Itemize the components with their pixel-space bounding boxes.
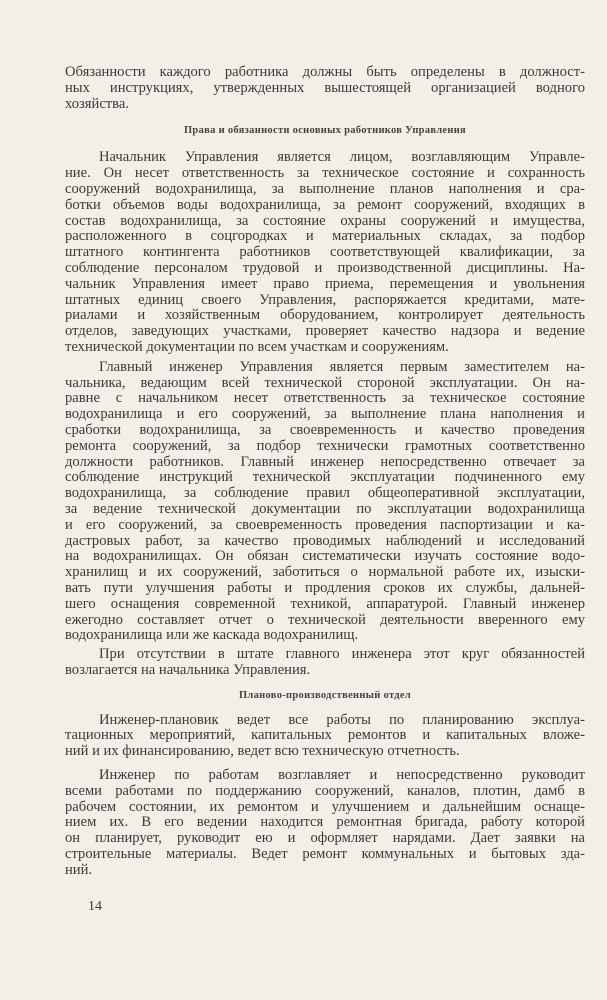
- text-line: штатных единиц своего Управления, распоряжается кредитами, мате-: [65, 291, 585, 308]
- paragraph-duties-intro: [65, 65, 585, 112]
- text-line: сооружений водохранилища, за выполнение планов наполнения и сра-: [65, 180, 585, 197]
- text-line: за ведение технической документации по эксплуатации водохранилища: [65, 500, 585, 517]
- text-line: возлагается на начальника Управления.: [65, 661, 311, 678]
- text-line: сработки водохранилища, за своевременность и качество проведения: [65, 421, 585, 438]
- text-line: тационных мероприятий, капитальных ремонтов и капитальных вложе-: [65, 727, 585, 744]
- text-line: ботки объемов воды водохранилища, за ремонт сооружений, входящих в: [65, 196, 585, 213]
- text-line: должности работников. Главный инженер непосредственно отвечает за: [65, 453, 585, 470]
- text-line: технической документации по всем участкам и сооружениям.: [65, 338, 449, 355]
- text-line: Обязанности каждого работника должны быть определены в должност-: [65, 64, 585, 80]
- page-text-column: [65, 65, 585, 915]
- text-line: ремонта сооружений, за подбор технически грамотных соответственно: [65, 437, 585, 454]
- text-line: водохранилища или же каскада водохранилищ.: [65, 627, 359, 644]
- text-line: При отсутствии в штате главного инженера этот круг обязанностей: [99, 646, 585, 663]
- text-line: водохранилища и его сооружений, за выполнение плана наполнения и: [65, 406, 585, 423]
- text-line: вать пути улучшения работы и продления сроков их службы, дальней-: [65, 579, 585, 596]
- text-line: ние. Он несет ответственность за техническое состояние и сохранность: [65, 165, 585, 182]
- page-number: 14: [88, 898, 102, 914]
- text-line: Инженер по работам возглавляет и непосредственно руководит: [99, 767, 585, 784]
- text-line: рабочем состоянии, их ремонтом и улучшением и дальнейшим оснаще-: [65, 798, 585, 815]
- text-line: Начальник Управления является лицом, возглавляющим Управле-: [99, 149, 585, 166]
- paragraph-planning-engineer: [65, 713, 585, 760]
- text-line: хозяйства.: [65, 95, 130, 112]
- text-line: риалами и хозяйственным оборудованием, контролирует деятельность: [65, 307, 585, 324]
- text-line: равне с начальником несет ответственность за техническое состояние: [65, 390, 585, 407]
- text-line: водохранилища, за соблюдение правил общеоперативной эксплуатации,: [65, 485, 585, 502]
- text-line: чальника, ведающим всей технической стороной эксплуатации. Он на-: [65, 374, 585, 391]
- text-line: на водохранилищах. Он обязан систематически изучать состояние водо-: [65, 548, 585, 565]
- section-heading-planning-department: Планово-производственный отдел: [238, 689, 412, 701]
- text-line: дастровых работ, за качество проводимых наблюдений и исследований: [65, 532, 585, 549]
- text-line: и его сооружений, за своевременность проведения паспортизации и ка-: [65, 516, 585, 533]
- text-line: чальник Управления имеет право приема, перемещения и увольнения: [65, 275, 585, 292]
- text-line: отделов, заведующих участками, проверяет качество надзора и ведение: [65, 323, 585, 340]
- text-line: он планирует, руководит ею и оформляет нарядами. Дает заявки на: [65, 830, 585, 847]
- text-line: Главный инженер Управления является первым заместителем на-: [99, 358, 585, 375]
- text-line: всеми работами по поддержанию сооружений, каналов, плотин, дамб в: [65, 782, 585, 799]
- text-line: состав водохранилища, за состояние охраны сооружений и имущества,: [65, 212, 585, 229]
- text-line: хранилищ и их сооружений, заботиться о нормальной работе их, изыски-: [65, 564, 585, 581]
- text-line: соблюдение инструкций технической эксплуатации подчиненного ему: [65, 469, 585, 486]
- text-line: Инженер-плановик ведет все работы по планированию эксплуа-: [99, 711, 585, 728]
- section-heading-rights-duties: Права и обязанности основных работников Управления: [183, 125, 467, 137]
- text-line: ежегодно составляет отчет о технической деятельности вверенного ему: [65, 611, 585, 628]
- paragraph-chief-engineer: [65, 360, 585, 644]
- text-line: штатного контингента работников соответствующей квалификации, за: [65, 244, 585, 261]
- text-line: ных инструкциях, утвержденных вышестоящей организацией водного: [65, 79, 585, 96]
- text-line: соблюдение персоналом трудовой и производственной дисциплины. На-: [65, 259, 585, 276]
- paragraph-head-of-administration: [65, 150, 585, 355]
- text-line: строительные материалы. Ведет ремонт коммунальных и бытовых зда-: [65, 846, 585, 863]
- text-line: расположенного в соцгородках и материальных складах, за подбор: [65, 228, 585, 245]
- text-line: ний.: [65, 861, 93, 878]
- paragraph-works-engineer: [65, 768, 585, 879]
- paragraph-no-chief-engineer: [65, 647, 585, 679]
- text-line: нием их. В его ведении находится ремонтная бригада, работу которой: [65, 814, 585, 831]
- text-line: шего оснащения современной техникой, аппаратурой. Главный инженер: [65, 595, 585, 612]
- text-line: ний и их финансированию, ведет всю техническую отчетность.: [65, 743, 460, 760]
